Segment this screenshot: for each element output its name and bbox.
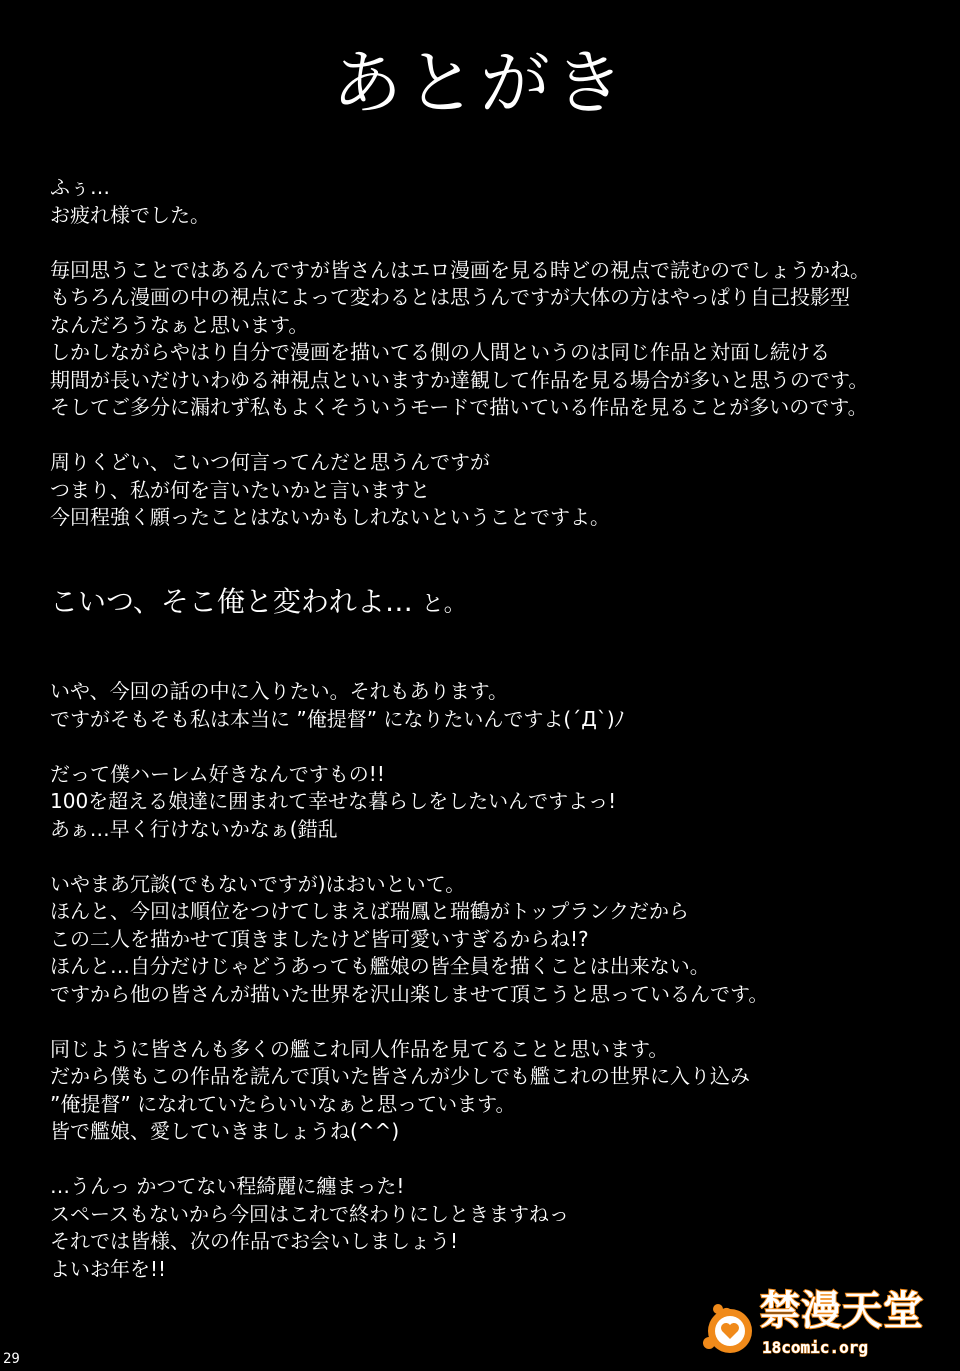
text-line: だから僕もこの作品を読んで頂いた皆さんが少しでも艦これの世界に入り込み: [50, 1064, 750, 1088]
text-line: 毎回思うことではあるんですが皆さんはエロ漫画を見る時どの視点で読むのでしょうかね。: [50, 257, 870, 282]
text-line: そしてご多分に漏れず私もよくそういうモードで描いている作品を見ることが多いのです。: [50, 395, 868, 419]
paragraph: [50, 761, 930, 844]
text-line: いや、今回の話の中に入りたい。それもあります。: [50, 679, 508, 703]
emphasis-main: こいつ、そこ俺と変われよ…: [50, 585, 413, 618]
text-line: 期間が長いだけいわゆる神視点といいますか達観して作品を見る場合が多いと思うのです。: [50, 367, 869, 392]
text-line: ”俺提督” になれていたらいいなぁと思っています。: [50, 1091, 516, 1116]
emphasis-tail: と。: [421, 592, 466, 617]
text-line: …うんっ かつてない程綺麗に纏まった!: [50, 1174, 405, 1198]
text-line: ほんと…自分だけじゃどうあっても艦娘の皆全員を描くことは出来ない。: [50, 954, 710, 978]
text-line: ほんと、今回は順位をつけてしまえば瑞鳳と瑞鶴がトップランクだから: [50, 899, 689, 923]
text-line: 同じように皆さんも多くの艦これ同人作品を見てることと思います。: [50, 1036, 669, 1061]
heart-mascot-icon: [700, 1299, 758, 1357]
text-line: 皆で艦娘、愛していきましょうね(^^): [50, 1119, 400, 1143]
text-line: ふぅ…: [50, 175, 110, 199]
paragraph: [50, 257, 930, 422]
paragraph: [50, 1173, 930, 1283]
paragraph: [50, 1036, 930, 1146]
body-section-2: [50, 678, 930, 1311]
paragraph: [50, 449, 930, 532]
text-line: よいお年を!!: [50, 1256, 167, 1281]
text-line: つまり、私が何を言いたいかと言いますと: [50, 477, 430, 502]
text-line: それでは皆様、次の作品でお会いしましょう!: [50, 1229, 459, 1253]
text-line: ですから他の皆さんが描いた世界を沢山楽しませて頂こうと思っているんです。: [50, 981, 769, 1006]
text-line: だって僕ハーレム好きなんですもの!!: [50, 761, 385, 786]
page-title: あとがき: [332, 42, 628, 124]
text-line: なんだろうなぁと思います。: [50, 312, 309, 337]
text-line: スペースもないから今回はこれで終わりにしときますねっ: [50, 1201, 569, 1226]
page-number: 29: [3, 1351, 20, 1367]
text-line: 周りくどい、こいつ何言ってんだと思うんですが: [50, 450, 490, 474]
text-line: 今回程強く願ったことはないかもしれないということですよ。: [50, 505, 610, 529]
text-line: しかしながらやはり自分で漫画を描いてる側の人間というのは同じ作品と対面し続ける: [50, 340, 830, 364]
watermark-title: 禁漫天堂: [760, 1288, 924, 1334]
paragraph: [50, 174, 930, 229]
text-line: あぁ…早く行けないかなぁ(錯乱: [50, 816, 338, 841]
watermark-url: 18comic.org: [762, 1338, 868, 1357]
body-section-1: [50, 174, 930, 559]
emphasis-line: [50, 582, 466, 625]
paragraph: [50, 678, 930, 733]
text-line: 100を超える娘達に囲まれて幸せな暮らしをしたいんですよっ!: [50, 789, 617, 813]
watermark: [700, 1285, 930, 1365]
paragraph: [50, 871, 930, 1009]
text-line: ですがそもそも私は本当に ”俺提督” になりたいんですよ(´Д`)ﾉ: [50, 706, 625, 731]
text-line: お疲れ様でした。: [50, 202, 210, 227]
text-line: この二人を描かせて頂きましたけど皆可愛いすぎるからね!?: [50, 926, 589, 951]
text-line: いやまあ冗談(でもないですが)はおいといて。: [50, 871, 466, 896]
text-line: もちろん漫画の中の視点によって変わるとは思うんですが大体の方はやっぱり自己投影型: [50, 285, 850, 309]
